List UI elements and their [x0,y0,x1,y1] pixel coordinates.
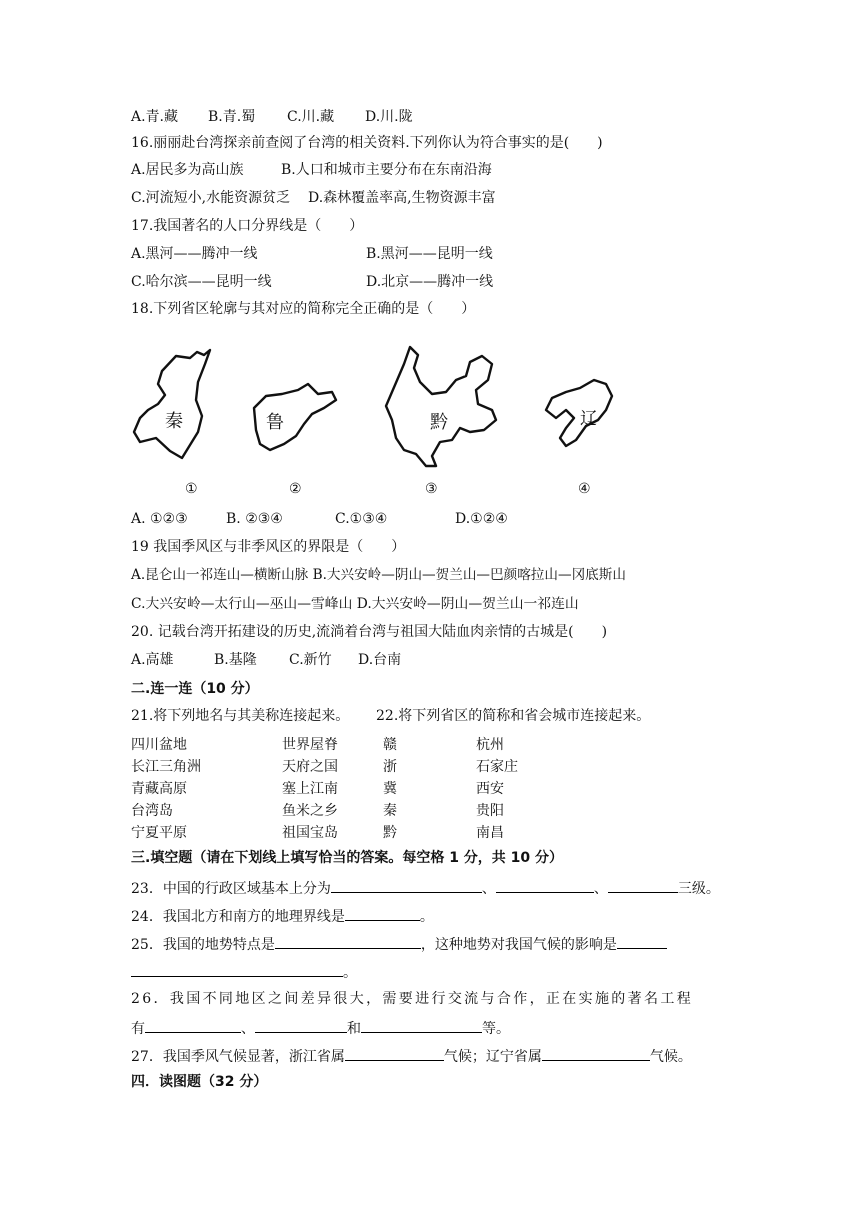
q23-blank-1[interactable] [331,878,482,893]
q16-option-a: A.居民多为高山族 [131,162,244,178]
place-name: 四川盆地 [131,737,187,753]
q26-line2 [131,1018,510,1038]
q17-option-b: B.黑河——昆明一线 [366,246,493,262]
map-number-4: ④ [578,481,591,497]
place-nickname: 天府之国 [282,759,338,775]
q21-stem: 21.将下列地名与其美称连接起来。 [131,708,350,724]
q23-separator: 、 [593,881,608,897]
q25-text: 25．我国的地势特点是 [131,937,275,953]
q26-blank-3[interactable] [361,1018,482,1033]
q26-blank-1[interactable] [145,1018,241,1033]
q20-option-d: D.台南 [358,652,402,668]
capital-city: 西安 [476,781,504,797]
q26-blank-2[interactable] [255,1018,347,1033]
province-abbreviation: 冀 [383,781,397,797]
place-name: 台湾岛 [131,803,173,819]
province-abbreviation: 浙 [383,759,397,775]
q27-blank-2[interactable] [542,1046,650,1061]
map-label-liaoning: 辽 [580,409,597,429]
q25-text-end: 。 [343,965,357,981]
q24-blank[interactable] [345,906,420,921]
q16-option-c: C.河流短小,水能资源贫乏 [131,190,291,206]
q18-option-b: B. ②③④ [226,511,283,527]
place-name: 长江三角洲 [131,759,201,775]
q23-separator: 、 [481,881,496,897]
q25-continued [131,962,357,982]
q25 [131,934,667,954]
q15-option-d: D.川.陇 [365,109,413,125]
place-name: 青藏高原 [131,781,187,797]
q20-option-c: C.新竹 [289,652,332,668]
q24-text-end: 。 [419,909,434,925]
place-name: 宁夏平原 [131,825,187,841]
q26-text: 有 [131,1021,145,1037]
q25-blank-2-continued[interactable] [131,962,343,977]
q26-line1: 26．我国不同地区之间差异很大，需要进行交流与合作，正在实施的著名工程 [131,991,694,1007]
capital-city: 贵阳 [476,803,504,819]
capital-city: 南昌 [476,825,504,841]
section2-title: 二.连一连（10 分） [131,681,259,697]
q25-text-mid: ，这种地势对我国气候的影响是 [420,937,617,953]
q23-text: 23．中国的行政区域基本上分为 [131,881,331,897]
q27-text-end: 气候。 [649,1049,692,1065]
province-abbreviation: 赣 [383,737,397,753]
q23-blank-2[interactable] [496,878,594,893]
province-abbreviation: 黔 [383,825,397,841]
place-nickname: 祖国宝岛 [282,825,338,841]
q18-options [131,510,508,528]
q16-option-d: D.森林覆盖率高,生物资源丰富 [308,190,496,206]
q26-and: 和 [347,1021,361,1037]
place-nickname: 鱼米之乡 [282,803,338,819]
map-number-2: ② [289,481,302,497]
province-abbreviation: 秦 [383,803,397,819]
q18-stem: 18.下列省区轮廓与其对应的简称完全正确的是（ ） [131,301,476,317]
q26-text-end: 等。 [482,1021,510,1037]
q20-stem: 20. 记载台湾开拓建设的历史,流淌着台湾与祖国大陆血肉亲情的古城是( ) [131,624,608,640]
q27 [131,1046,692,1066]
q24-text: 24．我国北方和南方的地理界线是 [131,909,345,925]
q15-option-a: A.青.藏 [131,109,179,125]
q17-option-d: D.北京——腾冲一线 [366,274,494,290]
capital-city: 石家庄 [476,759,518,775]
yunnan-outline [386,347,496,466]
q19-options-cd: C.大兴安岭—太行山—巫山—雪峰山 D.大兴安岭—阴山—贺兰山一祁连山 [131,596,579,612]
q27-text-mid: 气候；辽宁省属 [443,1049,542,1065]
capital-city: 杭州 [476,737,504,753]
map-label-guizhou: 黔 [430,412,448,433]
q17-option-c: C.哈尔滨——昆明一线 [131,274,272,290]
q20-options [131,651,402,669]
q25-blank-1[interactable] [275,934,421,949]
q18-option-d: D.①②④ [455,511,508,527]
liaoning-outline [546,380,612,446]
q16-option-b: B.人口和城市主要分布在东南沿海 [281,162,492,178]
q19-stem: 19 我国季风区与非季风区的界限是（ ） [131,539,406,555]
q20-option-b: B.基隆 [214,652,257,668]
q15-option-c: C.川.藏 [287,109,335,125]
q25-blank-2[interactable] [617,934,667,949]
province-outlines [0,0,860,520]
map-label-shaanxi: 秦 [165,411,183,432]
q20-option-a: A.高雄 [131,652,174,668]
q23-blank-3[interactable] [608,878,678,893]
q17-option-a: A.黑河——腾冲一线 [131,246,258,262]
q22-stem: 22.将下列省区的简称和省会城市连接起来。 [376,708,651,724]
q17-stem: 17.我国著名的人口分界线是（ ） [131,218,364,234]
place-nickname: 世界屋脊 [282,737,338,753]
q15-option-b: B.青.蜀 [208,109,256,125]
q16-stem: 16.丽丽赴台湾探亲前查阅了台湾的相关资料.下列你认为符合事实的是( ) [131,135,603,151]
q24 [131,906,434,926]
q18-option-c: C.①③④ [335,511,388,527]
q26-separator: 、 [241,1021,255,1037]
place-nickname: 塞上江南 [282,781,338,797]
shaanxi-outline [134,350,210,458]
map-label-shandong: 鲁 [266,412,284,433]
map-number-3: ③ [425,481,438,497]
q18-option-a: A. ①②③ [131,511,188,527]
section3-title: 三.填空题（请在下划线上填写恰当的答案。每空格 1 分，共 10 分） [131,850,564,866]
map-number-1: ① [185,481,198,497]
q19-options-ab: A.昆仑山一祁连山—横断山脉 B.大兴安岭—阴山—贺兰山—巴颜喀拉山—冈底斯山 [131,567,626,583]
section4-title: 四．读图题（32 分） [131,1074,268,1090]
q23-text-end: 三级。 [677,881,720,897]
q23 [131,878,720,898]
q27-blank-1[interactable] [345,1046,444,1061]
q27-text: 27．我国季风气候显著，浙江省属 [131,1049,345,1065]
